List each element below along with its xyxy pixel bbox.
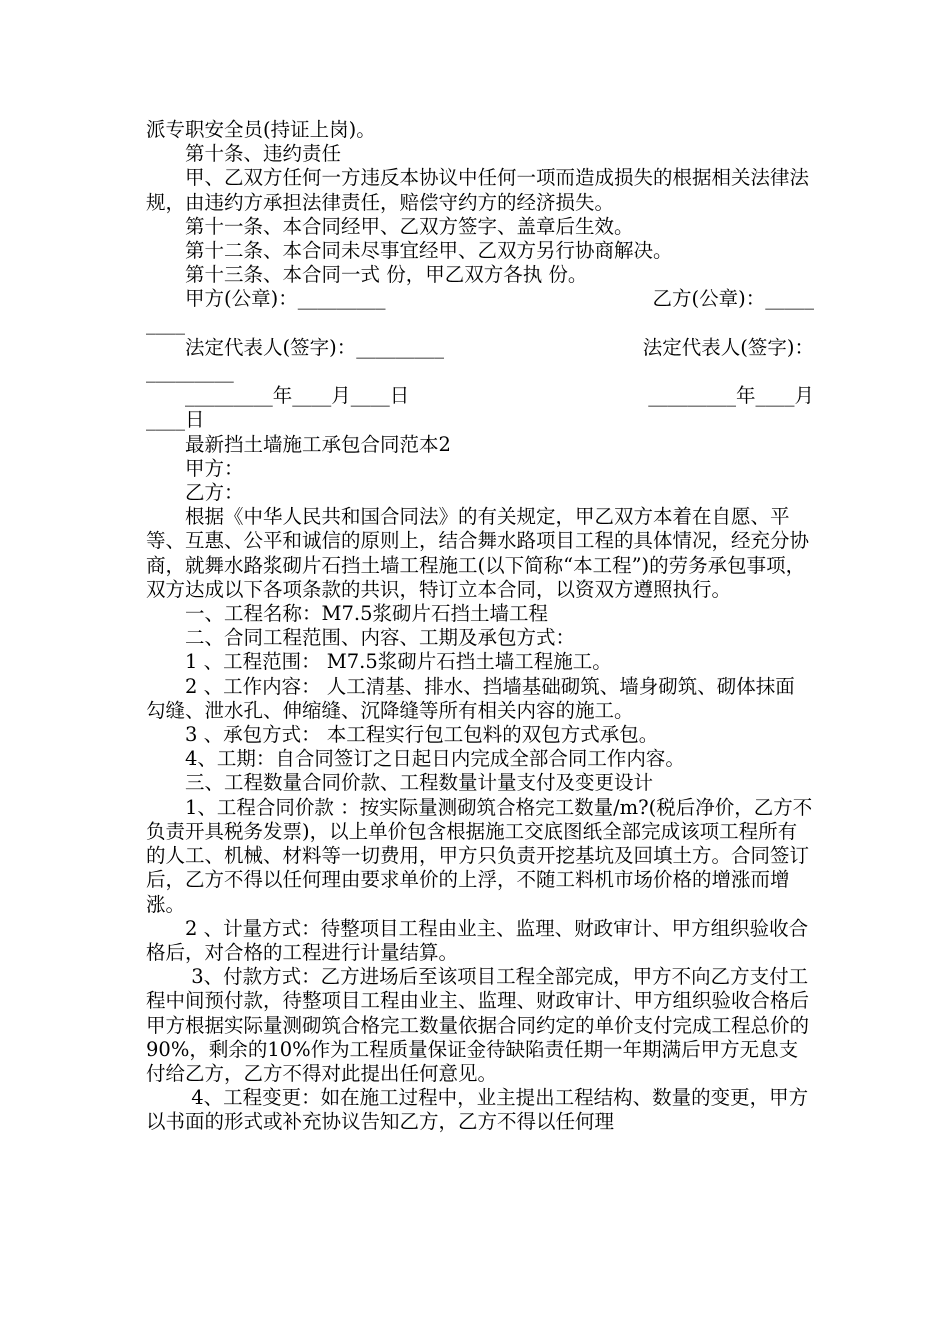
text-line: 4、工期：自合同签订之日起日内完成全部合同工作内容。 [185,747,685,771]
seal-row [146,287,814,311]
text-line: 甲、乙双方任何一方违反本协议中任何一项而造成损失的根据相关法律法规，由违约方承担法律责任，赔偿守约方的经济损失。 [146,166,810,214]
rep-right: 法定代表人(签字)： [642,335,814,359]
text-line: 4、工程变更：如在施工过程中，业主提出工程结构、数量的变更，甲方以书面的形式或补充协议告知乙方，乙方不得以任何理 [146,1086,809,1134]
section-part2 [146,433,814,1135]
text-line: 3、付款方式：乙方进场后至该项目工程全部完成，甲方不向乙方支付工程中间预付款，待整项目工程由业主、监理、财政审计、甲方组织验收合格后甲方根据实际量测砌筑合格完工数量依据合同约定的单价支付完成工程总价的90%，剩余的10%作为工程质量保证金待缺陷责任期一年期满后甲方无息支付给乙方，乙方不得对此提出任何意见。 [146,965,810,1085]
date-row [146,384,814,408]
text-line: 第十二条、本合同未尽事宜经甲、乙双方另行协商解决。 [185,239,673,263]
text-line: 1 、工程范围： M7.5浆砌片石挡土墙工程施工。 [185,650,612,674]
seal-right: 乙方(公章)：_____ [652,287,814,311]
rep-wrap: _________ [146,360,234,384]
text-line: 根据《中华人民共和国合同法》的有关规定，甲乙双方本着在自愿、平等、互惠、公平和诚信的原则上，结合舞水路项目工程的具体情况，经充分协商，就舞水路浆砌片石挡土墙工程施工(以下简称“本工程”)的劳务承包事项，双方达成以下各项条款的共识，特订立本合同，以资双方遵照执行。 [146,505,810,601]
rep-row [146,336,814,360]
text-line: 三、工程数量合同价款、工程数量计量支付及变更设计 [185,771,654,795]
text-line: 一、工程名称：M7.5浆砌片石挡土墙工程 [185,602,548,626]
signature-block [146,287,814,432]
rep-left: 法定代表人(签字)：_________ [185,335,444,359]
text-line: 2 、工作内容： 人工清基、排水、挡墙基础砌筑、墙身砌筑、砌体抹面勾缝、泄水孔、伸缩缝、沉降缝等所有相关内容的施工。 [146,674,795,722]
text-line: 2 、计量方式：待整项目工程由业主、监理、财政审计、甲方组织验收合格后，对合格的工程进行计量结算。 [146,916,809,964]
text-line: 第十一条、本合同经甲、乙双方签字、盖章后生效。 [185,214,634,238]
text-line: 第十三条、本合同一式 份，甲乙双方各执 份。 [185,263,588,287]
document-page [146,118,814,1135]
date-left: _________年____月____日 [185,384,410,408]
text-line: 3 、承包方式： 本工程实行包工包料的双包方式承包。 [185,723,659,747]
text-line: 第十条、违约责任 [185,142,342,166]
party-a: 甲方： [185,456,244,480]
party-b: 乙方： [185,481,244,505]
date-right: _________年____月 [648,384,814,408]
heading-contract-2: 最新挡土墙施工承包合同范本2 [185,432,451,456]
text-line: 二、合同工程范围、内容、工期及承包方式： [185,626,576,650]
section-part1 [146,118,814,287]
seal-wrap: ____ [146,311,185,335]
text-line: 1、工程合同价款 ：按实际量测砌筑合格完工数量/m?(税后净价，乙方不负责开具税务发票)，以上单价包含根据施工交底图纸全部完成该项工程所有的人工、机械、材料等一切费用，甲方只负责开挖基坑及回填土方。合同签订后，乙方不得以任何理由要求单价的上浮，不随工料机市场价格的增涨而增涨。 [146,795,813,916]
text-line: 派专职安全员(持证上岗)。 [146,118,376,141]
date-wrap: ____日 [146,408,205,432]
seal-left: 甲方(公章)：_________ [185,287,386,311]
